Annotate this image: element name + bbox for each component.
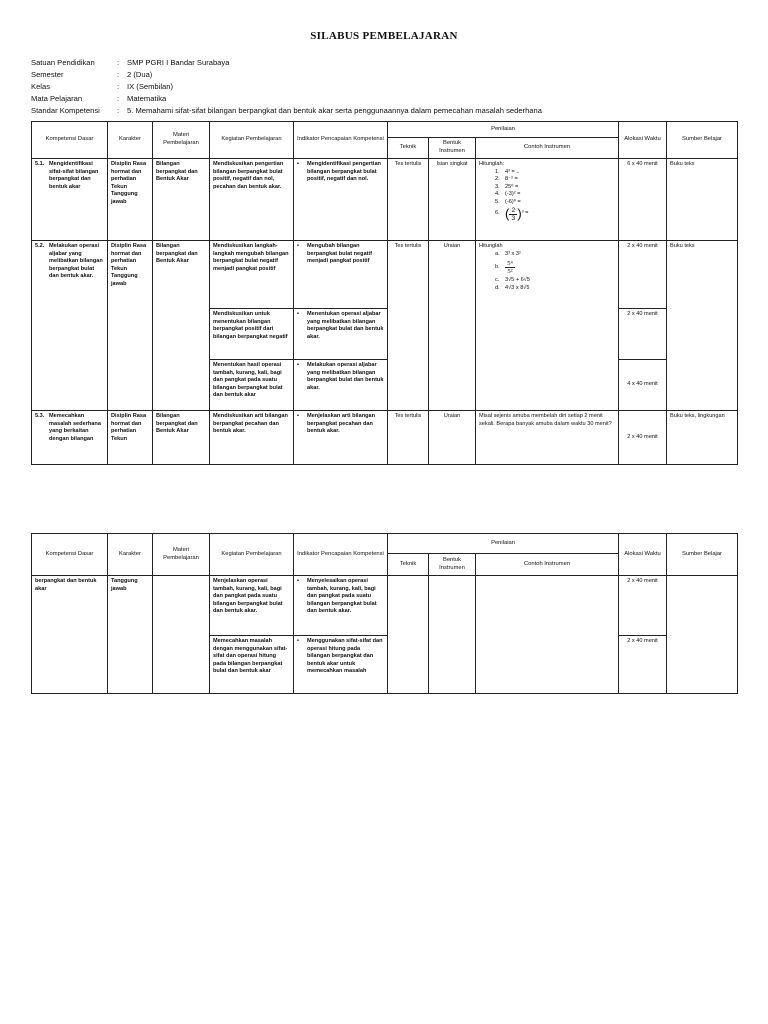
meta-row-satuan	[31, 57, 542, 69]
syllabus-table-1	[31, 121, 738, 465]
teknik-cell	[388, 576, 429, 694]
sumber-cell: Buku teks	[667, 159, 738, 241]
teknik-cell: Tes tertulis	[388, 241, 429, 411]
meta-label: Standar Kompetensi	[31, 106, 100, 115]
meta-value: IX (Sembilan)	[127, 82, 174, 91]
contoh-list	[479, 251, 615, 293]
fraction: $\frac{\text{5⁴}}{\text{5²}}$	[505, 260, 515, 275]
bullet-icon: •	[297, 311, 299, 317]
sumber-cell: Buku teks	[667, 241, 738, 411]
meta-label: Semester	[31, 70, 64, 79]
meta-row-kelas	[31, 81, 542, 93]
fraction: $\frac{2}{3}$	[509, 207, 517, 222]
alokasi-cell: 2 x 40 menit	[619, 241, 667, 309]
bullet-icon: •	[297, 638, 299, 644]
meta-label: Satuan Pendidikan	[31, 58, 95, 67]
meta-separator: :	[117, 70, 120, 79]
kd-text: Mengidentifikasi sifat-sifat bilangan berpangkat dan bentuk akar	[49, 161, 99, 190]
karakter-cell: Disiplin Rasa hormat dan perhatian Tekun Tanggung jawab	[108, 241, 153, 411]
list-item: b. $\frac{\text{5⁴}}{\text{5²}}$	[495, 260, 615, 275]
contoh-list	[479, 169, 615, 222]
alokasi-cell: 2 x 40 menit	[619, 411, 667, 465]
bullet-icon: •	[297, 413, 299, 419]
list-item: 6. ( $\frac{2}{3}$ ) ³ =	[495, 206, 529, 222]
header-bentuk: Bentuk Instrumen	[429, 554, 476, 576]
indikator-text: Menyelesaikan operasi tambah, kurang, kali, bagi dan pangkat pada suatu bilangan berpangkat bulat dan bentuk akar.	[307, 578, 377, 615]
karakter-cell: Disiplin Rasa hormat dan perhatian Tekun Tanggung jawab	[108, 159, 153, 241]
teknik-cell: Tes tertulis	[388, 411, 429, 465]
list-item: 3. 25⁰ =	[495, 183, 519, 190]
indikator-text: Melakukan operasi aljabar yang melibatkan bilangan berpangkat bulat dan bentuk akar.	[307, 362, 384, 391]
header-kegiatan: Kegiatan Pembelajaran	[210, 534, 294, 576]
meta-row-semester	[31, 69, 542, 81]
list-item: 2. 8⁻² =	[495, 176, 518, 183]
kd-cell: berpangkat dan bentuk akar	[32, 576, 108, 694]
table-row	[32, 411, 738, 465]
materi-cell: Bilangan berpangkat dan Bentuk Akar	[153, 159, 210, 241]
header-bentuk: Bentuk Instrumen	[429, 138, 476, 159]
meta-separator: :	[117, 58, 120, 67]
bentuk-cell: Uraian	[429, 241, 476, 411]
meta-row-mapel	[31, 93, 542, 105]
kd-cell	[32, 159, 108, 241]
indikator-text: Mengubah bilangan berpangkat bulat negatif menjadi pangkat positif	[307, 243, 372, 265]
alokasi-cell: 2 x 40 menit	[619, 309, 667, 360]
meta-value: 2 (Dua)	[127, 70, 153, 79]
header-penilaian: Penilaian	[388, 122, 619, 138]
kd-cell	[32, 241, 108, 411]
header-karakter: Karakter	[108, 122, 153, 159]
contoh-title: Hitunglah:	[479, 161, 505, 167]
header-contoh: Contoh Instrumen	[476, 138, 619, 159]
header-indikator: Indikator Pencapaian Kompetensi	[294, 122, 388, 159]
header-sumber: Sumber Belajar	[667, 534, 738, 576]
indikator-cell	[294, 360, 388, 411]
meta-value: Matematika	[127, 94, 167, 103]
indikator-cell	[294, 576, 388, 636]
list-item: d. 4√3 x 8√5	[495, 284, 530, 291]
contoh-cell	[476, 241, 619, 411]
kegiatan-cell: Menjelaskan operasi tambah, kurang, kali, bagi dan pangkat pada suatu bilangan berpangkat bulat dan bentuk akar.	[210, 576, 294, 636]
indikator-text: Mengidentifikasi pengertian bilangan berpangkat bulat positif, negatif dan nol.	[307, 161, 381, 183]
header-alokasi: Alokasi Waktu	[619, 534, 667, 576]
meta-label: Mata Pelajaran	[31, 94, 83, 103]
syllabus-table-2	[31, 533, 738, 694]
document-title: SILABUS PEMBELAJARAN	[310, 30, 458, 42]
header-kompetensi-dasar: Kompetensi Dasar	[32, 534, 108, 576]
indikator-text: Menjelaskan arti bilangan berpangkat pecahan dan bentuk akar.	[307, 413, 376, 435]
bullet-icon: •	[297, 161, 299, 167]
materi-cell: Bilangan berpangkat dan Bentuk Akar	[153, 241, 210, 411]
contoh-title: Hitunglah	[479, 243, 503, 249]
indikator-cell	[294, 159, 388, 241]
bullet-icon: •	[297, 243, 299, 249]
meta-separator: :	[117, 82, 120, 91]
kd-number: 5.2.	[35, 243, 45, 249]
contoh-cell: Misal sejenis amuba membelah diri setiap 2 menit sekali. Berapa banyak amuba dalam waktu 30 menit?	[476, 411, 619, 465]
meta-separator: :	[117, 94, 120, 103]
indikator-cell	[294, 411, 388, 465]
karakter-cell: Disiplin Rasa hormat dan perhatian Tekun	[108, 411, 153, 465]
meta-separator: :	[117, 106, 120, 115]
table-row	[32, 241, 738, 309]
kd-text: Memecahkan masalah sederhana yang berkaitan dengan bilangan	[49, 413, 101, 442]
header-indikator: Indikator Pencapaian Kompetensi	[294, 534, 388, 576]
kegiatan-cell: Memecahkan masalah dengan menggunakan sifat-sifat dan operasi hitung pada bilangan berpangkat bulat dan bentuk akar	[210, 636, 294, 694]
header-sumber: Sumber Belajar	[667, 122, 738, 159]
alokasi-cell: 2 x 40 menit	[619, 576, 667, 636]
karakter-cell: Tanggung jawab	[108, 576, 153, 694]
alokasi-cell: 2 x 40 menit	[619, 636, 667, 694]
bentuk-cell	[429, 576, 476, 694]
header-teknik: Teknik	[388, 554, 429, 576]
table-row	[32, 159, 738, 241]
contoh-cell	[476, 159, 619, 241]
kd-text: Melakukan operasi aljabar yang melibatkan bilangan berpangkat bulat dan bentuk akar.	[49, 243, 103, 280]
header-karakter: Karakter	[108, 534, 153, 576]
materi-cell: Bilangan berpangkat dan Bentuk Akar	[153, 411, 210, 465]
meta-value: 5. Memahami sifat-sifat bilangan berpangkat dan bentuk akar serta penggunaannya dalam pemecahan masalah sederhana	[127, 106, 542, 115]
bentuk-cell: Uraian	[429, 411, 476, 465]
kd-cell	[32, 411, 108, 465]
materi-cell	[153, 576, 210, 694]
teknik-cell: Tes tertulis	[388, 159, 429, 241]
bentuk-cell: Isian singkat	[429, 159, 476, 241]
meta-label: Kelas	[31, 82, 50, 91]
list-item: a. 3³ x 3²	[495, 250, 521, 257]
kegiatan-cell: Menentukan hasil operasi tambah, kurang, kali, bagi dan pangkat pada suatu bilangan berpangkat bulat dan bentuk akar	[210, 360, 294, 411]
sumber-cell: Buku teks, lingkungan	[667, 411, 738, 465]
bullet-icon: •	[297, 362, 299, 368]
alokasi-cell: 4 x 40 menit	[619, 360, 667, 411]
identity-block	[31, 57, 542, 117]
indikator-cell	[294, 241, 388, 309]
kegiatan-cell: Mendiskusikan untuk menentukan bilangan berpangkat positif dari bilangan berpangkat negatif	[210, 309, 294, 360]
sumber-cell	[667, 576, 738, 694]
header-materi: Materi Pembelajaran	[153, 122, 210, 159]
list-item: 4. (-3)² =	[495, 191, 521, 198]
header-kompetensi-dasar: Kompetensi Dasar	[32, 122, 108, 159]
bullet-icon: •	[297, 578, 299, 584]
table-row	[32, 576, 738, 636]
header-teknik: Teknik	[388, 138, 429, 159]
header-materi: Materi Pembelajaran	[153, 534, 210, 576]
indikator-text: Menggunakan sifat-sifat dan operasi hitung pada bilangan berpangkat dan bentuk akar untuk memecahkan masalah	[307, 638, 383, 675]
kegiatan-cell: Mendiskusikan pengertian bilangan berpangkat bulat positif, negatif dan nol, pecahan dan bentuk akar.	[210, 159, 294, 241]
kegiatan-cell: Mendiskusikan arti bilangan berpangkat pecahan dan bentuk akar.	[210, 411, 294, 465]
indikator-cell	[294, 309, 388, 360]
header-penilaian: Penilaian	[388, 534, 619, 554]
kegiatan-cell: Mendiskusikan langkah-langkah mengubah bilangan berpangkat bulat negatif menjadi pangkat positif	[210, 241, 294, 309]
kd-number: 5.3.	[35, 413, 45, 419]
meta-row-standar	[31, 105, 542, 117]
indikator-cell	[294, 636, 388, 694]
alokasi-cell: 6 x 40 menit	[619, 159, 667, 241]
kd-number: 5.1.	[35, 161, 45, 167]
list-item: c. 3√5 + 6√5	[495, 277, 530, 284]
indikator-text: Menentukan operasi aljabar yang melibatkan bilangan berpangkat bulat dan bentuk akar.	[307, 311, 384, 340]
contoh-cell	[476, 576, 619, 694]
header-contoh: Contoh Instrumen	[476, 554, 619, 576]
header-alokasi: Alokasi Waktu	[619, 122, 667, 159]
meta-value: SMP PGRI I Bandar Surabaya	[127, 58, 230, 67]
list-item: 1. 4³ = ..	[495, 168, 520, 175]
header-kegiatan: Kegiatan Pembelajaran	[210, 122, 294, 159]
list-item: 5. (-6)⁰ =	[495, 198, 521, 205]
